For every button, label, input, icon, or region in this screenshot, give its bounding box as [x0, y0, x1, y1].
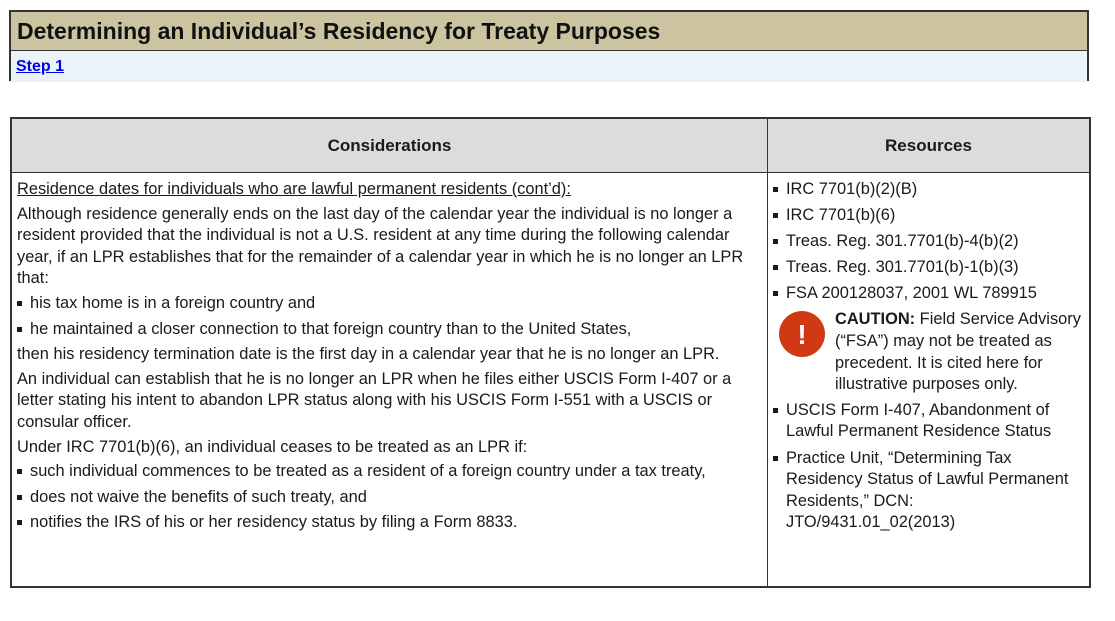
bullet-icon	[773, 239, 778, 244]
considerations-resources-table	[10, 117, 1091, 588]
resource-item: FSA 200128037, 2001 WL 789915	[773, 283, 1083, 305]
page-title: Determining an Individual’s Residency for Treaty Purposes	[11, 12, 1087, 51]
resource-item: Treas. Reg. 301.7701(b)-1(b)(3)	[773, 257, 1083, 279]
bullet-icon	[17, 520, 22, 525]
paragraph: An individual can establish that he is no longer an LPR when he files either USCIS Form I-407 or a letter stating his intent to abandon LPR status along with his USCIS Form I-551 with a USCIS or consular officer.	[17, 369, 732, 431]
bullet-icon	[17, 469, 22, 474]
step-1-link[interactable]: Step 1	[16, 58, 65, 75]
paragraph: Under IRC 7701(b)(6), an individual ceases to be treated as an LPR if:	[17, 437, 528, 456]
considerations-cell	[12, 173, 768, 586]
exclamation-icon: !	[779, 311, 825, 357]
resource-item: USCIS Form I-407, Abandonment of Lawful Permanent Residence Status	[773, 400, 1083, 443]
bullet-icon	[773, 408, 778, 413]
resource-item: IRC 7701(b)(6)	[773, 205, 1083, 227]
page-header	[9, 10, 1089, 81]
list-item: his tax home is in a foreign country and	[17, 293, 759, 315]
section-heading: Residence dates for individuals who are lawful permanent residents (cont’d):	[17, 180, 571, 198]
bullet-icon	[773, 456, 778, 461]
bullet-icon	[773, 291, 778, 296]
bullet-icon	[17, 327, 22, 332]
resource-item: Practice Unit, “Determining Tax Residency Status of Lawful Permanent Residents,” DCN: JTO/9431.01_02(2013)	[773, 448, 1083, 534]
bullet-icon	[773, 213, 778, 218]
bullet-icon	[17, 495, 22, 500]
resource-item: IRC 7701(b)(2)(B)	[773, 179, 1083, 201]
list-item: notifies the IRS of his or her residency status by filing a Form 8833.	[17, 512, 759, 534]
resources-cell	[768, 173, 1089, 586]
caution-label: CAUTION:	[835, 310, 916, 329]
bullet-icon	[773, 187, 778, 192]
resource-item: Treas. Reg. 301.7701(b)-4(b)(2)	[773, 231, 1083, 253]
paragraph: then his residency termination date is the first day in a calendar year that he is no longer an LPR.	[17, 345, 720, 364]
resources-header: Resources	[768, 119, 1089, 173]
bullet-icon	[773, 265, 778, 270]
caution-text: CAUTION: Field Service Advisory (“FSA”) may not be treated as precedent. It is cited here for illustrative purposes only.	[835, 310, 1081, 394]
paragraph: Although residence generally ends on the last day of the calendar year the individual is no longer a resident provided that the individual is not a U.S. resident at any time during the following calendar year, if an LPR establishes that for the remainder of a calendar year in which he is no longer an LPR that:	[17, 204, 744, 288]
considerations-header: Considerations	[12, 119, 768, 173]
step-bar	[11, 51, 1087, 82]
list-item: he maintained a closer connection to that foreign country than to the United States,	[17, 319, 759, 341]
list-item: does not waive the benefits of such treaty, and	[17, 487, 759, 509]
list-item: such individual commences to be treated as a resident of a foreign country under a tax treaty,	[17, 461, 759, 483]
bullet-icon	[17, 301, 22, 306]
caution-note	[773, 309, 1083, 395]
